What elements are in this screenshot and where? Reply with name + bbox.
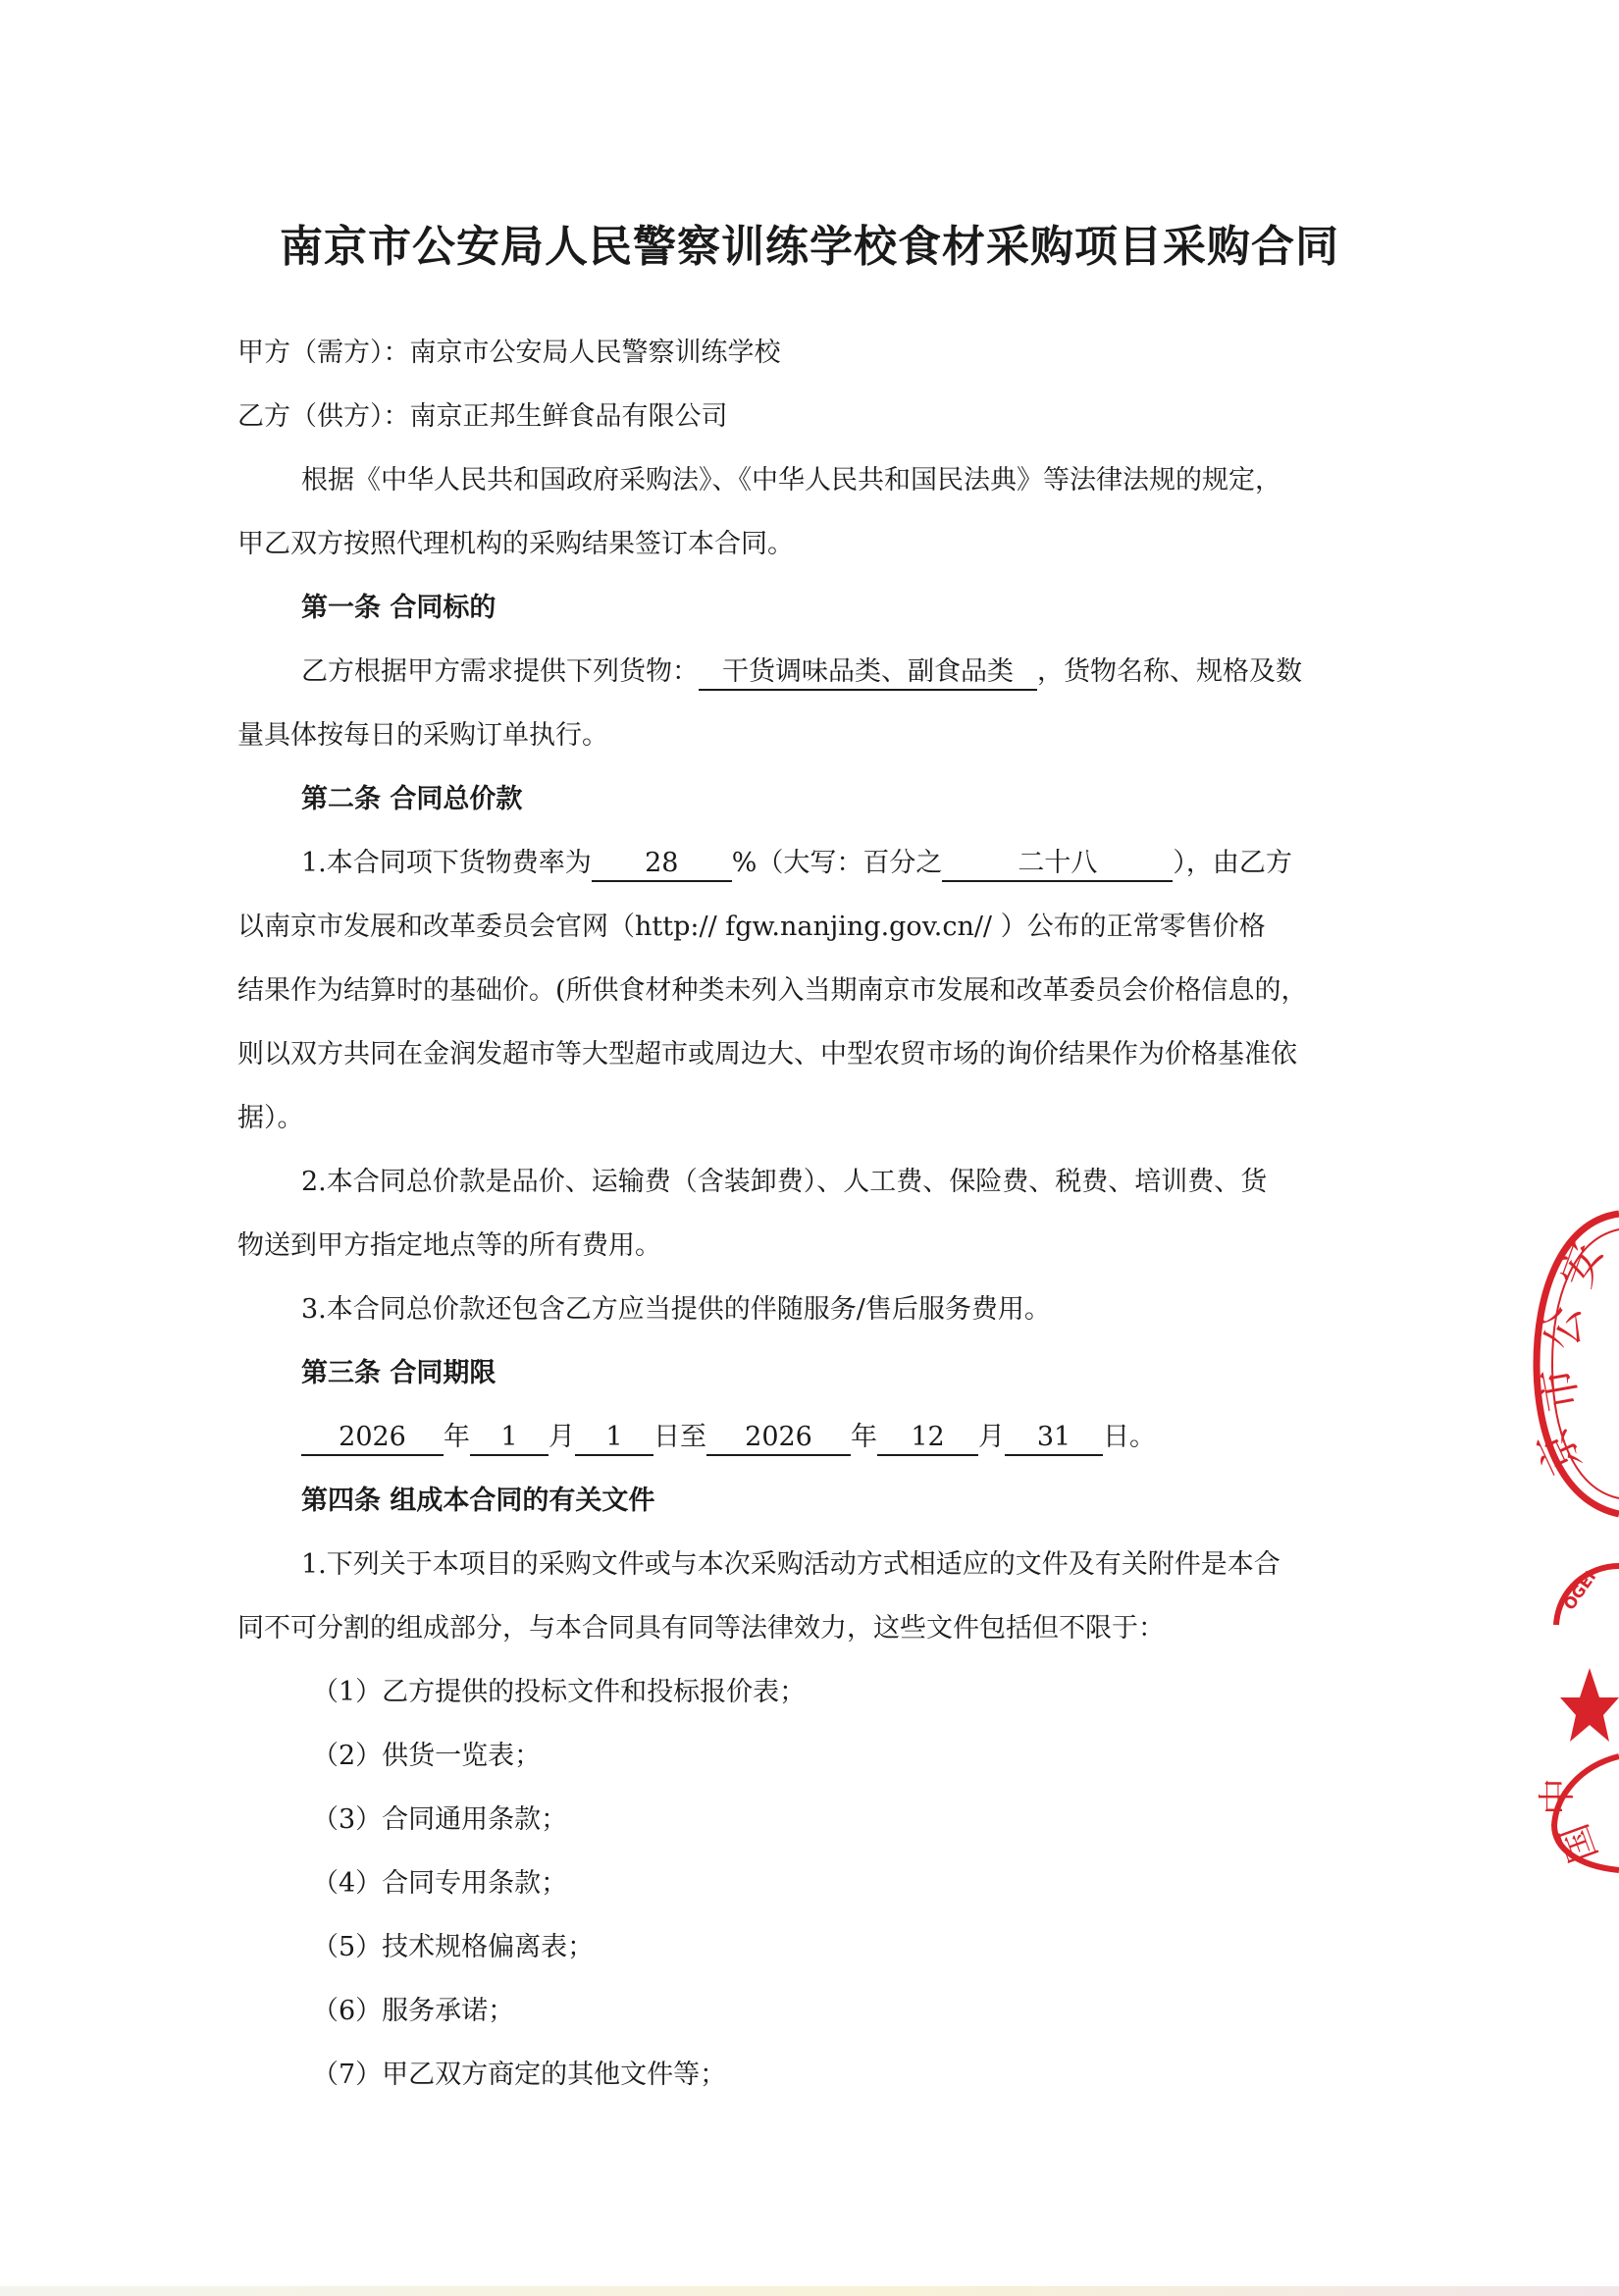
party-a: 甲方（需方）：南京市公安局人民警察训练学校 [237,338,781,368]
svg-text:京: 京 [1528,1421,1592,1482]
official-seal-middle [1548,1560,1619,1629]
article-1-heading: 第一条 合同标的 [301,593,496,623]
svg-text:市: 市 [1531,1363,1589,1415]
article-2-p1-line-1 [301,844,1292,883]
article-3-heading: 第三条 合同期限 [301,1358,496,1388]
list-item: （4）合同专用条款； [312,1868,568,1899]
contract-period [301,1418,1156,1457]
article-2-p1-line-5: 据）。 [237,1103,304,1133]
to-label: 日至 [653,1422,706,1452]
list-item: （3）合同通用条款； [312,1804,568,1835]
month-label: 月 [978,1422,1005,1452]
intro-line-2: 甲乙双方按照代理机构的采购结果签订本合同。 [237,529,794,559]
article-2-p3: 3.本合同总价款还包含乙方应当提供的伴随服务/售后服务费用。 [301,1294,1051,1325]
list-item: （6）服务承诺； [312,1996,515,2026]
article-1-pre: 乙方根据甲方需求提供下列货物： [301,656,699,687]
official-seal-bottom [1536,1648,1619,1874]
article-1-post: ，货物名称、规格及数 [1037,656,1302,687]
article-4-p1-line-2: 同不可分割的组成部分，与本合同具有同等法律效力，这些文件包括但不限于： [237,1613,1165,1644]
list-item: （7）甲乙双方商定的其他文件等； [312,2060,727,2090]
svg-text:公: 公 [1539,1306,1589,1349]
start-day-field: 1 [575,1421,653,1456]
rate-post: ），由乙方 [1173,848,1292,878]
goods-field: 干货调味品类、副食品类 [699,655,1037,691]
svg-text:中: 中 [1536,1777,1579,1815]
article-2-p1-line-2: 以南京市发展和改革委员会官网（http:// fgw.nanjing.gov.cn// ）公布的正常零售价格 [237,912,1266,942]
svg-text:OGEI: OGEI [1559,1567,1600,1614]
end-label: 日。 [1103,1422,1156,1452]
list-item: （5）技术规格偏离表； [312,1932,595,1962]
article-2-p2-line-2: 物送到甲方指定地点等的所有费用。 [237,1230,661,1261]
end-year-field: 2026 [706,1421,851,1456]
page-edge [0,2286,1619,2296]
article-2-p2-line-1: 2.本合同总价款是品价、运输费（含装卸费）、人工费、保险费、税费、培训费、货 [301,1167,1268,1197]
year-label: 年 [851,1422,877,1452]
article-2-p1-line-4: 则以双方共同在金润发超市等大型超市或周边大、中型农贸市场的询价结果作为价格基准依 [237,1039,1297,1070]
article-1-line-2: 量具体按每日的采购订单执行。 [237,720,608,751]
article-1-line-1 [301,652,1302,692]
party-b: 乙方（供方）：南京正邦生鲜食品有限公司 [237,401,728,432]
month-label: 月 [548,1422,575,1452]
intro-line-1: 根据《中华人民共和国政府采购法》、《中华人民共和国民法典》等法律法规的规定， [301,465,1281,496]
year-label: 年 [444,1422,470,1452]
rate-mid: %（大写：百分之 [731,848,943,878]
list-item: （2）供货一览表； [312,1741,542,1771]
article-2-p1-line-3: 结果作为结算时的基础价。(所供食材种类未列入当期南京市发展和改革委员会价格信息的， [237,975,1308,1006]
list-item: （1）乙方提供的投标文件和投标报价表； [312,1677,807,1707]
end-month-field: 12 [877,1421,978,1456]
document-title: 南京市公安局人民警察训练学校食材采购项目采购合同 [280,222,1339,272]
article-4-heading: 第四条 组成本合同的有关文件 [301,1486,655,1516]
svg-text:国: 国 [1552,1818,1606,1868]
official-seal-top [1528,1202,1619,1526]
article-2-heading: 第二条 合同总价款 [301,784,523,814]
rate-pre: 1.本合同项下货物费率为 [301,848,592,878]
article-4-p1-line-1: 1.下列关于本项目的采购文件或与本次采购活动方式相适应的文件及有关附件是本合 [301,1549,1280,1580]
start-year-field: 2026 [301,1421,444,1456]
svg-text:安: 安 [1550,1235,1613,1294]
start-month-field: 1 [470,1421,548,1456]
rate-field: 28 [592,847,732,882]
rate-words-field: 二十八 [942,847,1173,882]
end-day-field: 31 [1005,1421,1103,1456]
